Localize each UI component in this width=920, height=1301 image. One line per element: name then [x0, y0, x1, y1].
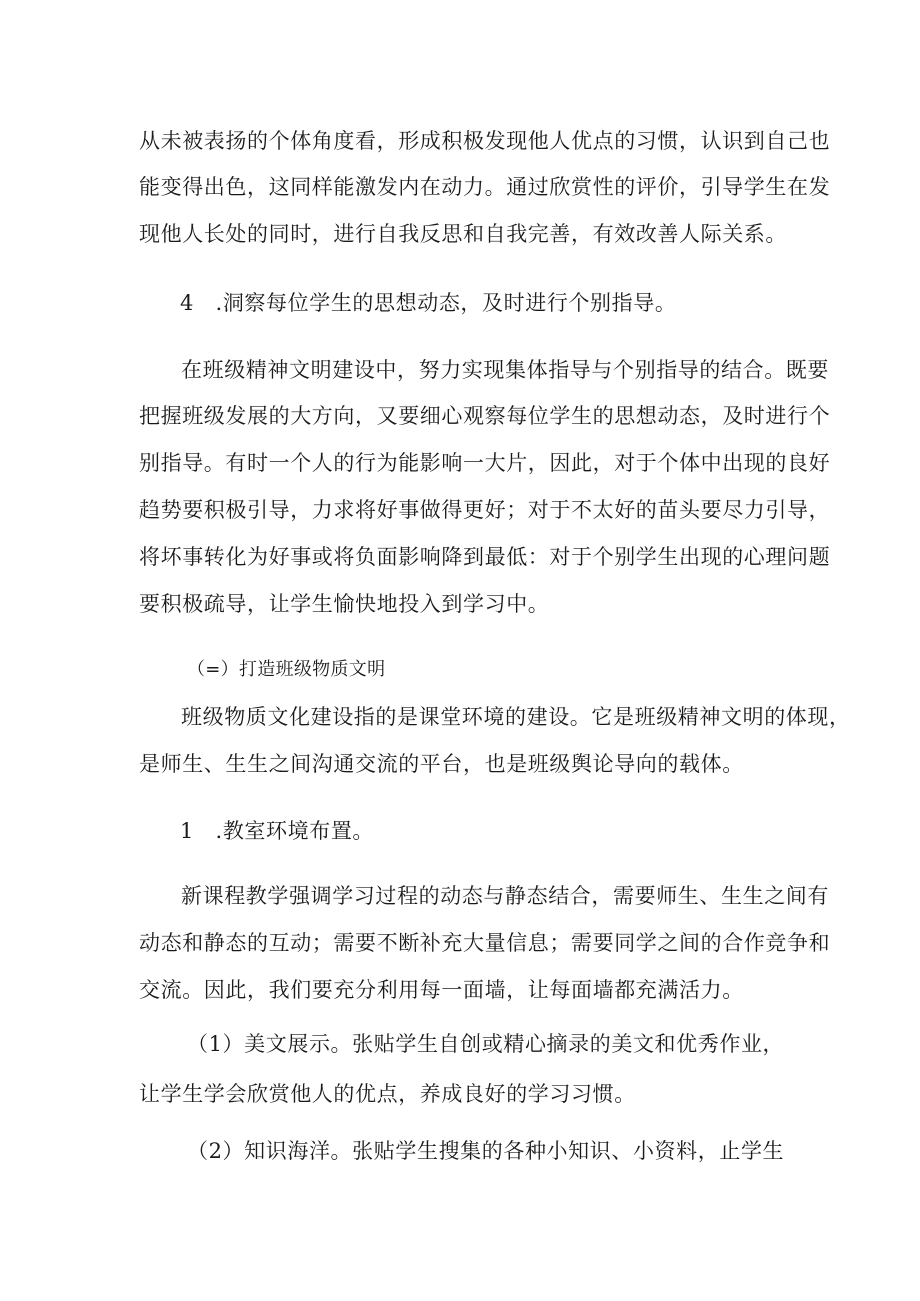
- sub-item-1-line-1: （1）美文展示。张贴学生自创或精心摘录的美文和优秀作业，: [187, 1032, 785, 1056]
- sub-item-1-line-2: 让学生学会欣赏他人的优点，养成良好的学习习惯。: [139, 1082, 636, 1106]
- paragraph-3-line-2: 是师生、生生之间沟通交流的平台，也是班级舆论导向的载体。: [139, 752, 744, 776]
- section-heading: （=）打造班级物质文明: [187, 659, 386, 680]
- paragraph-3-line-1: 班级物质文化建设指的是课堂环境的建设。它是班级精神文明的体现，: [181, 705, 851, 729]
- paragraph-2-line-1: 在班级精神文明建设中，努力实现集体指导与个别指导的结合。既要: [181, 358, 829, 382]
- item-4-heading: 4 .洞察每位学生的思想动态，及时进行个别指导。: [180, 291, 677, 315]
- paragraph-2-line-3: 别指导。有时一个人的行为能影响一大片，因此，对于个体中出现的良好: [139, 451, 831, 475]
- paragraph-2-line-6: 要积极疏导，让学生愉快地投入到学习中。: [139, 592, 550, 616]
- paragraph-4-line-1: 新课程教学强调学习过程的动态与静态结合，需要师生、生生之间有: [181, 884, 829, 908]
- item-1-heading: 1 .教室环境布置。: [180, 819, 375, 843]
- paragraph-1-line-3: 现他人长处的同时，进行自我反思和自我完善，有效改善人际关系。: [139, 222, 787, 246]
- paragraph-4-line-2: 动态和静态的互动；需要不断补充大量信息；需要同学之间的合作竞争和: [139, 931, 831, 955]
- paragraph-2-line-2: 把握班级发展的大方向，又要细心观察每位学生的思想动态，及时进行个: [139, 404, 831, 428]
- paragraph-4-line-3: 交流。因此，我们要充分利用每一面墙，让每面墙都充满活力。: [139, 978, 744, 1002]
- paragraph-1-line-1: 从未被表扬的个体角度看，形成积极发现他人优点的习惯，认识到自己也: [139, 129, 831, 153]
- paragraph-2-line-5: 将坏事转化为好事或将负面影响降到最低：对于个别学生出现的心理问题: [139, 545, 831, 569]
- sub-item-2-line-1: （2）知识海洋。张贴学生搜集的各种小知识、小资料，止学生: [187, 1139, 785, 1163]
- paragraph-1-line-2: 能变得出色，这同样能激发内在动力。通过欣赏性的评价，引导学生在发: [139, 175, 831, 199]
- paragraph-2-line-4: 趋势要积极引导，力求将好事做得更好；对于不太好的苗头要尽力引导，: [139, 498, 831, 522]
